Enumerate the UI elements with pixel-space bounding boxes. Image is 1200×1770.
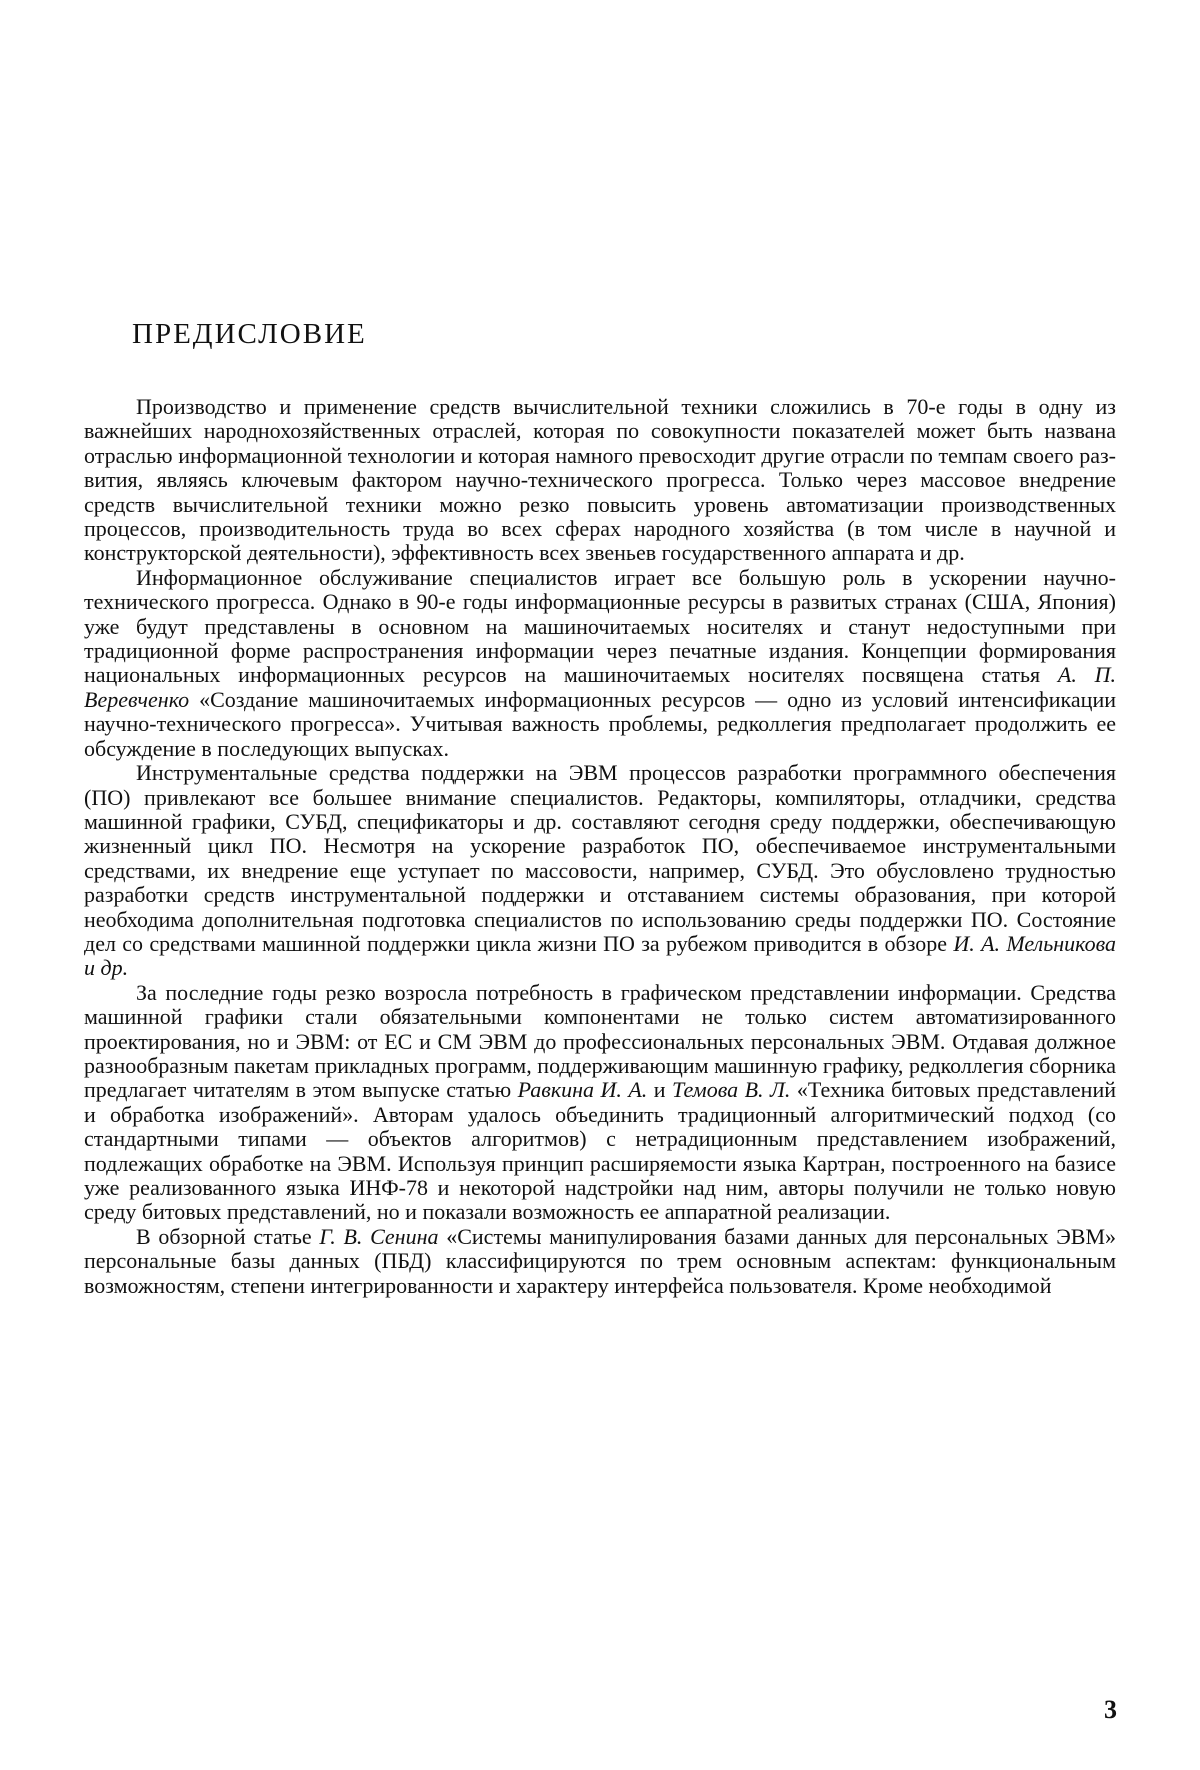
paragraph-1 <box>84 395 1116 566</box>
page-number: 3 <box>1104 1695 1117 1724</box>
paragraph-text: Инструментальные средства поддержки на ЭВМ процессов разработки программного обеспечения (ПО) привлекают все большее внимание специалистов. Редакторы, компиляторы, отладчики, средства машинной графики, СУБД, спецификаторы и др. составляют сегодня среду поддержки, обеспечивающую жизненный цикл ПО. Несмотря на ускорение разработок ПО, обеспечиваемое инструментальными средствами, их внедрение еще уступает по массовости, например, СУБД. Это обусловлено трудностью разработки средств инструментальной поддержки и отставанием системы образования, при которой необходима дополнительная подготовка специалистов по использованию среды поддержки ПО. Состояние дел со средствами машинной поддержки цикла жизни ПО за рубежом приводится в обзоре <box>84 760 1116 956</box>
paragraph-text: За последние годы резко возросла потребность в графическом представлении информации. Средства машинной графики стали обязательными компонентами не только систем автоматизированного проектирования, но и ЭВМ: от ЕС и СМ ЭВМ до профессиональных персональных ЭВМ. Отдавая должное разнообразным пакетам прикладных программ, поддерживающим машинную графику, редколлегия сборника предлагает читателям в этом выпуске статью <box>84 979 1116 1103</box>
preface-body <box>84 395 1116 1298</box>
paragraph-2 <box>84 566 1116 761</box>
paragraph-text: Информационное обслуживание специалистов играет все большую роль в ускорении научно-технического прогресса. Однако в 90-е годы информационные ресурсы в развитых странах (США, Япония) уже будут представлены в основном на машиночитаемых носителях и станут недоступными при традиционной форме распространения информации через печатные издания. Концепции формирования национальных информационных ресурсов на машиночитаемых носителях посвящена статья <box>84 564 1116 688</box>
author-name: А. П. Веревченко <box>84 662 1116 712</box>
paragraph-4 <box>84 981 1116 1225</box>
page-title: ПРЕДИСЛОВИЕ <box>132 318 367 350</box>
paragraph-text: В обзорной статье <box>136 1223 320 1249</box>
author-name: Равкина И. А. <box>517 1077 648 1103</box>
author-name: Г. В. Сенина <box>319 1223 439 1249</box>
author-name: Темова В. Л. <box>672 1077 791 1103</box>
paragraph-text: «Системы манипулирования базами данных для персональных ЭВМ» персональные базы данных (ПБД) классифицируются по трем основным аспектам: функциональным возможностям, степени интегрированности и характеру интерфейса пользователя. Кроме необходимой <box>84 1223 1117 1298</box>
paragraph-5 <box>84 1225 1116 1298</box>
conjunction: и <box>647 1077 673 1103</box>
paragraph-text: «Техника битовых представлений и обработка изображений». Авторам удалось объединить традиционный алгоритмический подход (со стандартными типами — объектов алгоритмов) с нетрадиционным представлением изображений, подлежащих обработке на ЭВМ. Используя принцип расширяемости языка Картран, построенного на базисе уже реализованного языка ИНФ-78 и некоторой надстройки над ним, авторы получили не только новую среду битовых представлений, но и показали возможность ее аппаратной реализации. <box>84 1077 1117 1225</box>
paragraph-text: Производство и применение средств вычислительной техники сложились в 70-е годы в одну из важнейших народнохозяйственных отраслей, которая по совокупности показателей может быть названа отраслью информационной технологии и которая намного превосходит другие отрасли по темпам своего развития, являясь ключевым фактором научно-технического прогресса. Только через массовое внедрение средств вычислительной техники можно резко повысить уровень автоматизации производственных процессов, производительность труда во всех сферах народного хозяйства (в том числе в научной и конструкторской деятельности), эффективность всех звеньев государственного аппарата и др. <box>84 394 1116 566</box>
paragraph-3 <box>84 761 1116 981</box>
author-name: И. А. Мельникова и др. <box>84 930 1116 981</box>
paragraph-text: «Создание машиночитаемых информационных ресурсов — одно из условий интенсификации научно-технического прогресса». Учитывая важность проблемы, редколлегия предполагает продолжить ее обсуждение в последующих выпусках. <box>84 686 1116 761</box>
